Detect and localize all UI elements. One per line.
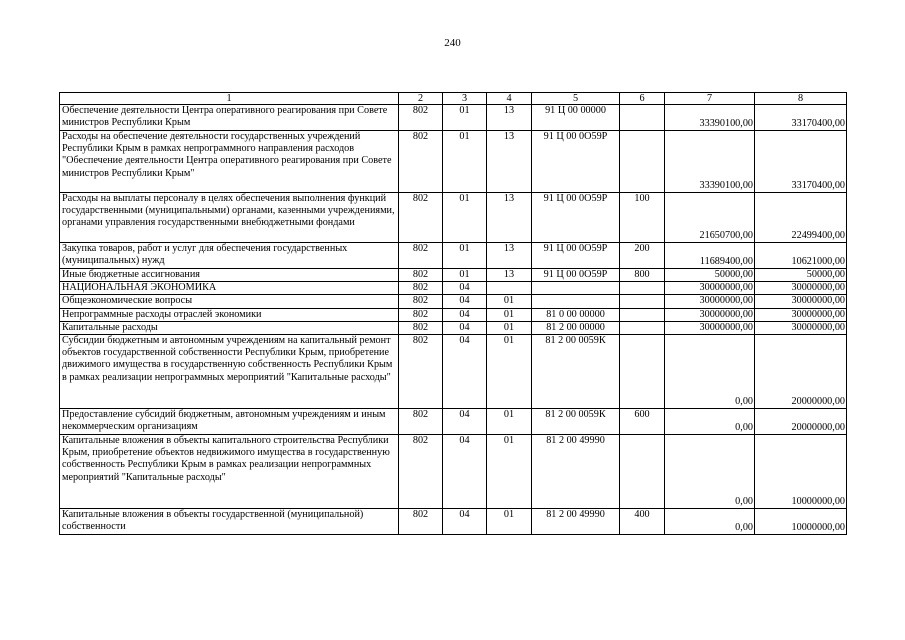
col-6	[620, 131, 665, 193]
col-8-amount: 50000,00	[755, 269, 847, 282]
col-7-amount: 21650700,00	[665, 193, 755, 243]
col-3: 01	[443, 105, 487, 131]
row-name: Расходы на выплаты персоналу в целях обеспечения выполнения функций государственными (муниципальными) органами, казенными учреждениями, органами управления государственными внебюджетными фондами	[60, 193, 399, 243]
col-5: 91 Ц 00 00000	[532, 105, 620, 131]
col-3: 04	[443, 509, 487, 535]
row-name: Капитальные вложения в объекты государственной (муниципальной) собственности	[60, 509, 399, 535]
col-4: 01	[487, 509, 532, 535]
col-2: 802	[399, 409, 443, 435]
column-header-8: 8	[755, 93, 847, 105]
col-7-amount: 0,00	[665, 409, 755, 435]
column-header-1: 1	[60, 93, 399, 105]
col-7-amount: 11689400,00	[665, 243, 755, 269]
column-header-5: 5	[532, 93, 620, 105]
col-2: 802	[399, 282, 443, 295]
table-row	[60, 509, 847, 535]
col-5	[532, 282, 620, 295]
col-7-amount: 0,00	[665, 509, 755, 535]
col-4: 13	[487, 105, 532, 131]
col-3: 01	[443, 193, 487, 243]
row-name: Иные бюджетные ассигнования	[60, 269, 399, 282]
col-6: 200	[620, 243, 665, 269]
row-name: Непрограммные расходы отраслей экономики	[60, 308, 399, 321]
col-6: 800	[620, 269, 665, 282]
table-row	[60, 193, 847, 243]
row-name: Субсидии бюджетным и автономным учреждениям на капитальный ремонт объектов государственной собственности Республики Крым, приобретение движимого имущества в государственную собственность Республики Крым в рамках реализации непрограммных мероприятий "Капитальные расходы"	[60, 335, 399, 409]
row-name: Обеспечение деятельности Центра оперативного реагирования при Совете министров Республики Крым	[60, 105, 399, 131]
col-7-amount: 33390100,00	[665, 105, 755, 131]
column-header-3: 3	[443, 93, 487, 105]
col-2: 802	[399, 321, 443, 334]
col-6: 400	[620, 509, 665, 535]
col-4: 13	[487, 131, 532, 193]
col-4: 01	[487, 295, 532, 308]
col-8-amount: 10000000,00	[755, 509, 847, 535]
col-4: 01	[487, 321, 532, 334]
col-5: 81 2 00 49990	[532, 509, 620, 535]
col-4: 13	[487, 269, 532, 282]
table-row	[60, 321, 847, 334]
col-2: 802	[399, 509, 443, 535]
col-6	[620, 295, 665, 308]
col-3: 04	[443, 321, 487, 334]
col-6	[620, 282, 665, 295]
col-4: 01	[487, 435, 532, 509]
col-8-amount: 30000000,00	[755, 295, 847, 308]
table-row	[60, 409, 847, 435]
col-5	[532, 295, 620, 308]
col-2: 802	[399, 243, 443, 269]
col-7-amount: 0,00	[665, 435, 755, 509]
col-7-amount: 50000,00	[665, 269, 755, 282]
col-5: 91 Ц 00 0О59Р	[532, 131, 620, 193]
col-6	[620, 105, 665, 131]
col-8-amount: 20000000,00	[755, 409, 847, 435]
col-3: 01	[443, 243, 487, 269]
col-2: 802	[399, 105, 443, 131]
col-3: 04	[443, 282, 487, 295]
col-7-amount: 0,00	[665, 335, 755, 409]
col-3: 01	[443, 269, 487, 282]
col-6	[620, 308, 665, 321]
column-header-6: 6	[620, 93, 665, 105]
table-row	[60, 282, 847, 295]
col-2: 802	[399, 193, 443, 243]
table-row	[60, 243, 847, 269]
row-name: НАЦИОНАЛЬНАЯ ЭКОНОМИКА	[60, 282, 399, 295]
col-7-amount: 30000000,00	[665, 282, 755, 295]
col-3: 04	[443, 335, 487, 409]
col-8-amount: 20000000,00	[755, 335, 847, 409]
table-row	[60, 295, 847, 308]
col-6	[620, 335, 665, 409]
table-row	[60, 335, 847, 409]
row-name: Капитальные расходы	[60, 321, 399, 334]
col-7-amount: 30000000,00	[665, 308, 755, 321]
column-header-2: 2	[399, 93, 443, 105]
col-4: 01	[487, 409, 532, 435]
col-7-amount: 30000000,00	[665, 321, 755, 334]
col-2: 802	[399, 308, 443, 321]
col-6: 100	[620, 193, 665, 243]
col-2: 802	[399, 295, 443, 308]
col-5: 81 0 00 00000	[532, 308, 620, 321]
col-4: 01	[487, 308, 532, 321]
row-name: Закупка товаров, работ и услуг для обеспечения государственных (муниципальных) нужд	[60, 243, 399, 269]
col-6	[620, 435, 665, 509]
col-8-amount: 33170400,00	[755, 105, 847, 131]
table-header-row	[60, 93, 847, 105]
table-row	[60, 435, 847, 509]
table-row	[60, 308, 847, 321]
col-8-amount: 30000000,00	[755, 321, 847, 334]
col-3: 04	[443, 435, 487, 509]
col-7-amount: 33390100,00	[665, 131, 755, 193]
col-7-amount: 30000000,00	[665, 295, 755, 308]
col-3: 04	[443, 295, 487, 308]
col-5: 81 2 00 00000	[532, 321, 620, 334]
col-8-amount: 22499400,00	[755, 193, 847, 243]
col-8-amount: 10621000,00	[755, 243, 847, 269]
row-name: Расходы на обеспечение деятельности государственных учреждений Республики Крым в рамках непрограммного направления расходов "Обеспечение деятельности Центра оперативного реагирования при Совете министров Республики Крым"	[60, 131, 399, 193]
page-number: 240	[444, 37, 461, 49]
col-3: 04	[443, 308, 487, 321]
table-row	[60, 105, 847, 131]
col-6	[620, 321, 665, 334]
col-4	[487, 282, 532, 295]
col-5: 81 2 00 0059К	[532, 409, 620, 435]
row-name: Капитальные вложения в объекты капитального строительства Республики Крым, приобретение объектов недвижимого имущества в государственную собственность Республики Крым в рамках реализации непрограммных мероприятий "Капитальные расходы"	[60, 435, 399, 509]
col-8-amount: 33170400,00	[755, 131, 847, 193]
column-header-7: 7	[665, 93, 755, 105]
col-4: 01	[487, 335, 532, 409]
col-4: 13	[487, 193, 532, 243]
col-2: 802	[399, 435, 443, 509]
col-4: 13	[487, 243, 532, 269]
col-3: 01	[443, 131, 487, 193]
col-6: 600	[620, 409, 665, 435]
col-5: 91 Ц 00 0О59Р	[532, 269, 620, 282]
table-row	[60, 269, 847, 282]
row-name: Общеэкономические вопросы	[60, 295, 399, 308]
col-5: 81 2 00 0059К	[532, 335, 620, 409]
col-2: 802	[399, 335, 443, 409]
budget-table	[59, 92, 847, 535]
column-header-4: 4	[487, 93, 532, 105]
col-2: 802	[399, 269, 443, 282]
col-8-amount: 30000000,00	[755, 308, 847, 321]
col-8-amount: 30000000,00	[755, 282, 847, 295]
col-2: 802	[399, 131, 443, 193]
col-3: 04	[443, 409, 487, 435]
col-5: 81 2 00 49990	[532, 435, 620, 509]
col-8-amount: 10000000,00	[755, 435, 847, 509]
col-5: 91 Ц 00 0О59Р	[532, 243, 620, 269]
row-name: Предоставление субсидий бюджетным, автономным учреждениям и иным некоммерческим организациям	[60, 409, 399, 435]
col-5: 91 Ц 00 0О59Р	[532, 193, 620, 243]
table-row	[60, 131, 847, 193]
